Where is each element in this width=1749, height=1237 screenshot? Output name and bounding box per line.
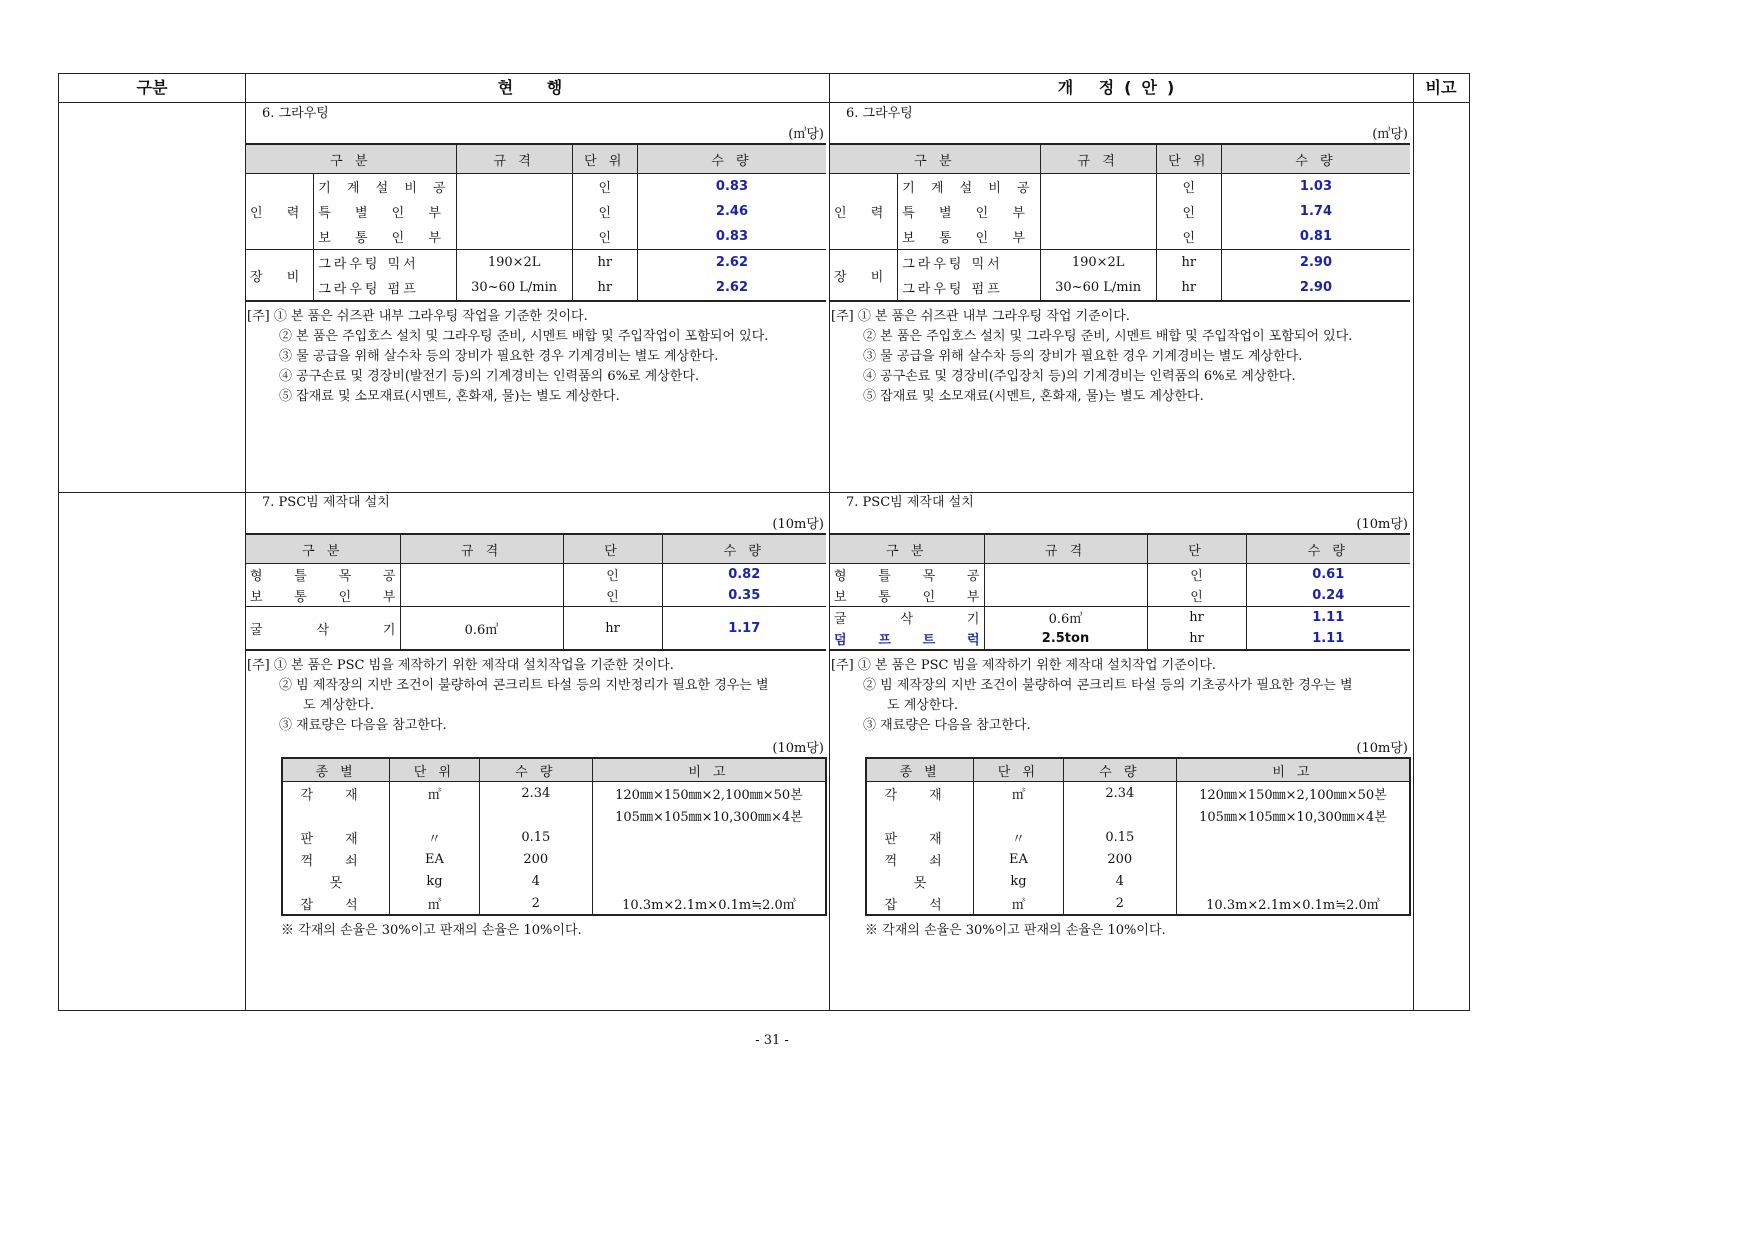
col-header: 규 격 — [1040, 144, 1156, 174]
revised-material-table — [865, 757, 1411, 916]
col-header: 수 량 — [637, 144, 826, 174]
table-row: 보 통 인 부 인 0.35 — [246, 585, 826, 607]
col-header: 구 분 — [246, 144, 456, 174]
col-header: 수 량 — [1221, 144, 1410, 174]
col-header: 구 분 — [830, 144, 1040, 174]
table-row: 못 kg 4 — [282, 870, 826, 892]
table-row: 보 통 인 부 인 0.81 — [830, 224, 1410, 250]
revised-psc-title: 7. PSC빔 제작대 설치 — [846, 495, 974, 510]
table-row: 보 통 인 부 인 0.24 — [830, 585, 1410, 607]
col-header: 규 격 — [984, 534, 1147, 564]
col-header: 종 별 — [282, 758, 390, 782]
table-row: 판 재 〃 0.15 — [866, 826, 1410, 848]
current-grouting-notes: [주] ① 본 품은 쉬즈관 내부 그라우팅 작업을 기준한 것이다. ② 본 품은 주입호스 설치 및 그라우팅 준비, 시멘트 배합 및 주입작업이 포함되어 있다. ③ 물 공급을 위해 살수차 등의 장비가 필요한 경우 기계경비는 별도 계상한다. ④ 공구손료 및 경장비(발전기 등)의 기계경비는 인력품의 6%로 계상한다. ⑤ 잡재료 및 소모재료(시멘트, 혼화재, 물)는 별도 계상한다. — [247, 309, 769, 404]
col-header: 구 분 — [246, 534, 400, 564]
table-row: 각 재 ㎥ 2.34 120㎜×150㎜×2,100㎜×50본 — [866, 782, 1410, 805]
current-psc-table — [246, 533, 826, 651]
current-material-unit: (10m당) — [772, 741, 824, 756]
table-row: 특 별 인 부 인 1.74 — [830, 199, 1410, 224]
table-row: 장 비 그라우팅 믹서 190×2L hr 2.90 — [830, 250, 1410, 276]
row-group-label: 장 비 — [830, 250, 898, 302]
table-row: 잡 석 ㎥ 2 10.3m×2.1m×0.1m≒2.0㎥ — [282, 892, 826, 915]
page-number: - 31 - — [755, 1033, 789, 1048]
table-row: 특 별 인 부 인 2.46 — [246, 199, 826, 224]
table-row: 105㎜×105㎜×10,300㎜×4본 — [282, 804, 826, 826]
table-row: 꺽 쇠 EA 200 — [866, 848, 1410, 870]
col-header: 비 고 — [592, 758, 826, 782]
table-row: 각 재 ㎥ 2.34 120㎜×150㎜×2,100㎜×50본 — [282, 782, 826, 805]
table-row: 인 력 기 계 설 비 공 인 1.03 — [830, 174, 1410, 200]
col-header: 수 량 — [1246, 534, 1410, 564]
revised-grouting-notes: [주] ① 본 품은 쉬즈관 내부 그라우팅 작업 기준이다. ② 본 품은 주입호스 설치 및 그라우팅 준비, 시멘트 배합 및 주입작업이 포함되어 있다. ③ 물 공급을 위해 살수차 등의 장비가 필요한 경우 기계경비는 별도 계상한다. ④ 공구손료 및 경장비(주입장치 등)의 기계경비는 인력품의 6%로 계상한다. ⑤ 잡재료 및 소모재료(시멘트, 혼화재, 물)는 별도 계상한다. — [831, 309, 1353, 404]
col-header: 단 — [563, 534, 662, 564]
col-header: 단 — [1147, 534, 1246, 564]
table-row: 그라우팅 펌프 30~60 L/min hr 2.90 — [830, 275, 1410, 301]
header-category: 구분 — [136, 78, 168, 97]
current-footnote: ※ 각재의 손율은 30%이고 판재의 손율은 10%이다. — [281, 923, 582, 938]
current-psc-unit: (10m당) — [772, 517, 824, 532]
table-row: 형 틀 목 공 인 0.61 — [830, 564, 1410, 586]
col-header: 수 량 — [662, 534, 826, 564]
col-header: 수 량 — [1063, 758, 1176, 782]
current-psc-notes: [주] ① 본 품은 PSC 빔을 제작하기 위한 제작대 설치작업을 기준한 것이다. ② 빔 제작장의 지반 조건이 불량하여 콘크리트 타설 등의 지반정리가 필요한 경우는 별 도 계상한다. ③ 재료량은 다음을 참고한다. — [247, 658, 769, 733]
col-header: 종 별 — [866, 758, 974, 782]
header-revised: 개 정(안) — [1057, 78, 1185, 97]
col-header: 단 위 — [974, 758, 1064, 782]
current-grouting-unit: (㎥당) — [788, 127, 824, 142]
revised-footnote: ※ 각재의 손율은 30%이고 판재의 손율은 10%이다. — [865, 923, 1166, 938]
revised-psc-notes: [주] ① 본 품은 PSC 빔을 제작하기 위한 제작대 설치작업 기준이다. ② 빔 제작장의 지반 조건이 불량하여 콘크리트 타설 등의 기초공사가 필요한 경우는 별 도 계상한다. ③ 재료량은 다음을 참고한다. — [831, 658, 1353, 733]
col-header: 수 량 — [479, 758, 592, 782]
table-row: 인 력 기 계 설 비 공 인 0.83 — [246, 174, 826, 200]
row-group-label: 인 력 — [246, 174, 314, 250]
table-row: 굴 삭 기 0.6㎥ hr 1.17 — [246, 607, 826, 651]
current-grouting-title: 6. 그라우팅 — [262, 106, 329, 121]
col-header: 구 분 — [830, 534, 984, 564]
col-header: 단 위 — [1156, 144, 1221, 174]
col-header: 규 격 — [400, 534, 563, 564]
table-row: 덤 프 트 럭 2.5ton hr 1.11 — [830, 628, 1410, 650]
col-header: 단 위 — [572, 144, 637, 174]
col-header: 비 고 — [1176, 758, 1410, 782]
col-header: 단 위 — [390, 758, 480, 782]
table-row: 굴 삭 기 0.6㎥ hr 1.11 — [830, 607, 1410, 629]
revised-grouting-unit: (㎥당) — [1372, 127, 1408, 142]
table-row: 그라우팅 펌프 30~60 L/min hr 2.62 — [246, 275, 826, 301]
table-row: 보 통 인 부 인 0.83 — [246, 224, 826, 250]
table-row: 못 kg 4 — [866, 870, 1410, 892]
current-grouting-table — [246, 143, 826, 302]
col-header: 규 격 — [456, 144, 572, 174]
table-row: 장 비 그라우팅 믹서 190×2L hr 2.62 — [246, 250, 826, 276]
header-current: 현 행 — [497, 78, 577, 97]
row-group-label: 인 력 — [830, 174, 898, 250]
table-row: 꺽 쇠 EA 200 — [282, 848, 826, 870]
table-row: 잡 석 ㎥ 2 10.3m×2.1m×0.1m≒2.0㎥ — [866, 892, 1410, 915]
revised-grouting-title: 6. 그라우팅 — [846, 106, 913, 121]
revised-psc-table — [830, 533, 1410, 651]
table-row: 105㎜×105㎜×10,300㎜×4본 — [866, 804, 1410, 826]
row-group-label: 장 비 — [246, 250, 314, 302]
table-row: 형 틀 목 공 인 0.82 — [246, 564, 826, 586]
header-remarks: 비고 — [1425, 78, 1457, 97]
revised-psc-unit: (10m당) — [1356, 517, 1408, 532]
current-material-table — [281, 757, 827, 916]
revised-grouting-table — [830, 143, 1410, 302]
col-divider-3 — [1413, 74, 1414, 1010]
current-psc-title: 7. PSC빔 제작대 설치 — [262, 495, 390, 510]
revised-material-unit: (10m당) — [1356, 741, 1408, 756]
table-row: 판 재 〃 0.15 — [282, 826, 826, 848]
